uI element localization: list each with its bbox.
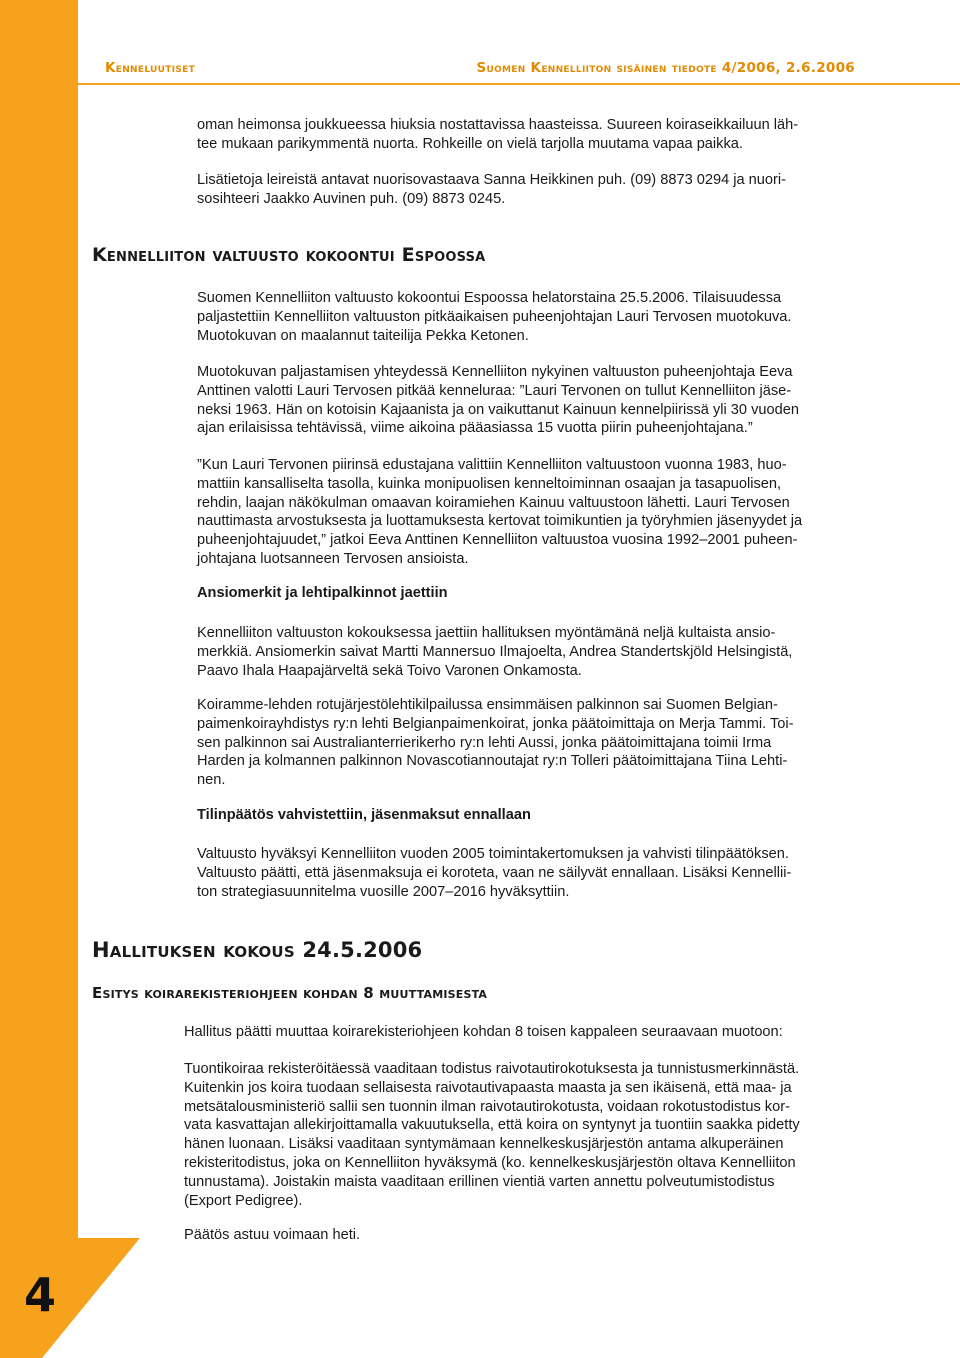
text-line: tee mukaan parikymmentä nuorta. Rohkeille on vielä tarjolla muutama vapaa paikka. xyxy=(197,135,743,152)
subheading-ansiomerkit: Ansiomerkit ja lehtipalkinnot jaettiin xyxy=(197,585,448,601)
text-line: ton strategiasuunnitelma vuosille 2007–2016 hyväksyttiin. xyxy=(197,883,570,900)
header-right-title: Suomen Kennelliiton sisäinen tiedote 4/2006, 2.6.2006 xyxy=(476,60,855,76)
subheading-esitys: Esitys koirarekisteriohjeen kohdan 8 muuttamisesta xyxy=(92,984,488,1002)
hallitus-paragraph-2 xyxy=(184,1060,874,1210)
text-line: Valtuusto päätti, että jäsenmaksuja ei koroteta, vaan ne säilyvät ennallaan. Lisäksi Kennellii- xyxy=(197,864,792,881)
text-line: puheenjohtajuudet,” jatkoi Eeva Anttinen Kennelliiton valtuustoa vuosina 1992–2001 puheen- xyxy=(197,532,798,549)
hallitus-paragraph-3 xyxy=(184,1226,874,1245)
text-line: Lisätietoja leireistä antavat nuorisovastaava Sanna Heikkinen puh. (09) 8873 0294 ja nuori- xyxy=(197,172,786,188)
text-line: Tuontikoiraa rekisteröitäessä vaaditaan todistus raivotautirokotuksesta ja tunnistusmerkinnästä. xyxy=(184,1061,800,1077)
valtuusto-paragraph-5 xyxy=(197,696,877,790)
text-line: Anttinen valotti Lauri Tervosen pitkää kenneluraa: ”Lauri Tervonen on tullut Kennelliiton jäse- xyxy=(197,382,792,399)
intro-paragraph-2 xyxy=(197,171,877,209)
text-line: merkkiä. Ansiomerkin saivat Martti Mannersuo Ilmajoelta, Andrea Standertskjöld Helsingistä, xyxy=(197,643,793,660)
text-line: Kennelliiton valtuuston kokouksessa jaettiin hallituksen myöntämänä neljä kultaista ansio- xyxy=(197,625,776,641)
text-line: ”Kun Lauri Tervonen piirinsä edustajana valittiin Kennelliiton valtuustoon vuonna 1983, huo- xyxy=(197,457,787,473)
text-line: Koiramme-lehden rotujärjestölehtikilpailussa ensimmäisen palkinnon sai Suomen Belgian- xyxy=(197,697,778,713)
subheading-tilinpaatos: Tilinpäätös vahvistettiin, jäsenmaksut ennallaan xyxy=(197,807,531,823)
text-line: nauttimasta arvostuksesta ja luottamuksesta kertovat toimikuntien ja työryhmien jäsenyydet ja xyxy=(197,513,803,530)
text-line: nen. xyxy=(197,772,226,789)
section-heading-valtuusto: Kennelliiton valtuusto kokoontui Espoossa xyxy=(92,244,486,266)
text-line: ajan erilaisissa tehtävissä, viime aikoina pääasiassa 15 vuotta piirin puheenjohtajana.” xyxy=(197,420,753,437)
text-line: Harden ja kolmannen palkinnon Novascotiannoutajat ry:n Tolleri päätoimittajana Tiina Lehti- xyxy=(197,753,788,770)
text-line: Kuitenkin jos koira tuodaan sellaisesta raivotautivapaasta maasta ja sen ikäisenä, että maa- ja xyxy=(184,1079,792,1096)
text-line: paimenkoirayhdistys ry:n lehti Belgianpaimenkoirat, jonka päätoimittaja on Merja Tammi. Toi- xyxy=(197,715,794,732)
text-line: johtajana luotsanneen Tervosen ansioista. xyxy=(197,550,469,567)
text-line: Muotokuvan on maalannut taiteilija Pekka Ketonen. xyxy=(197,327,529,344)
valtuusto-paragraph-2 xyxy=(197,363,877,438)
valtuusto-paragraph-6 xyxy=(197,845,877,901)
text-line: neksi 1963. Hän on kotoisin Kajaanista ja on vaikuttanut Kainuun kennelpiirissä yli 30 vuoden xyxy=(197,401,799,418)
header-rule xyxy=(78,83,960,85)
text-line: Suomen Kennelliiton valtuusto kokoontui Espoossa helatorstaina 25.5.2006. Tilaisuudessa xyxy=(197,290,782,306)
valtuusto-paragraph-1 xyxy=(197,289,877,345)
text-line: oman heimonsa joukkueessa hiuksia nostattavissa haasteissa. Suureen koiraseikkailuun läh- xyxy=(197,117,799,133)
text-line: vata kasvattajan allekirjoittamalla vakuutuksella, että koira on syntynyt ja tuontiin saakka pidetty xyxy=(184,1117,800,1134)
section-heading-hallitus: Hallituksen kokous 24.5.2006 xyxy=(92,938,423,962)
valtuusto-paragraph-4 xyxy=(197,624,877,680)
text-line: paljastettiin Kennelliiton valtuuston pitkäaikaisen puheenjohtajan Lauri Tervosen muotokuva. xyxy=(197,308,792,325)
valtuusto-paragraph-3 xyxy=(197,456,877,569)
orange-corner-triangle xyxy=(0,1238,140,1358)
page-number: 4 xyxy=(24,1268,57,1322)
text-line: Paavo Ihala Haapajärveltä sekä Toivo Varonen Onkamosta. xyxy=(197,662,582,679)
text-line: metsätalousministeriö sallii sen tuonnin ilman raivotautirokotusta, voidaan rokotustodistus kor- xyxy=(184,1098,790,1115)
intro-paragraph-1 xyxy=(197,116,877,154)
text-line: Päätös astuu voimaan heti. xyxy=(184,1227,361,1243)
text-line: tunnustama). Joistakin maista vaaditaan erillinen vientiä varten annettu polveutumistodistus xyxy=(184,1173,775,1190)
text-line: sen palkinnon sai Australianterrierikerho ry:n lehti Aussi, jonka päätoimittajana toimii Irma xyxy=(197,734,772,751)
text-line: Hallitus päätti muuttaa koirarekisteriohjeen kohdan 8 toisen kappaleen seuraavaan muotoon: xyxy=(184,1024,783,1040)
header-left-title: Kenneluutiset xyxy=(105,60,196,76)
text-line: sosihteeri Jaakko Auvinen puh. (09) 8873 0245. xyxy=(197,190,506,207)
text-line: (Export Pedigree). xyxy=(184,1192,303,1209)
text-line: Valtuusto hyväksyi Kennelliiton vuoden 2005 toimintakertomuksen ja vahvisti tilinpäätöksen. xyxy=(197,846,789,862)
text-line: rekisteritodistus, joka on Kennelliiton hyväksymä (ko. kennelkeskusjärjestön oltava Kennelliiton xyxy=(184,1154,796,1171)
hallitus-paragraph-1 xyxy=(184,1023,874,1042)
page-header xyxy=(105,60,855,80)
text-line: hänen luonaan. Lisäksi vaaditaan syntymämaan kennelkeskusjärjestön antama alkuperäinen xyxy=(184,1136,784,1153)
text-line: mattiin kansalliselta tasolla, kuinka monipuolisen kenneltoiminnan osaajan ja tasapuolisen, xyxy=(197,475,782,492)
orange-side-bar xyxy=(0,0,78,1240)
text-line: Muotokuvan paljastamisen yhteydessä Kennelliiton nykyinen valtuuston puheenjohtaja Eeva xyxy=(197,364,793,380)
text-line: rehdin, laajan näkökulman omaavan koiramiehen Kainuu valtuustoon lähetti. Lauri Tervosen xyxy=(197,494,790,511)
